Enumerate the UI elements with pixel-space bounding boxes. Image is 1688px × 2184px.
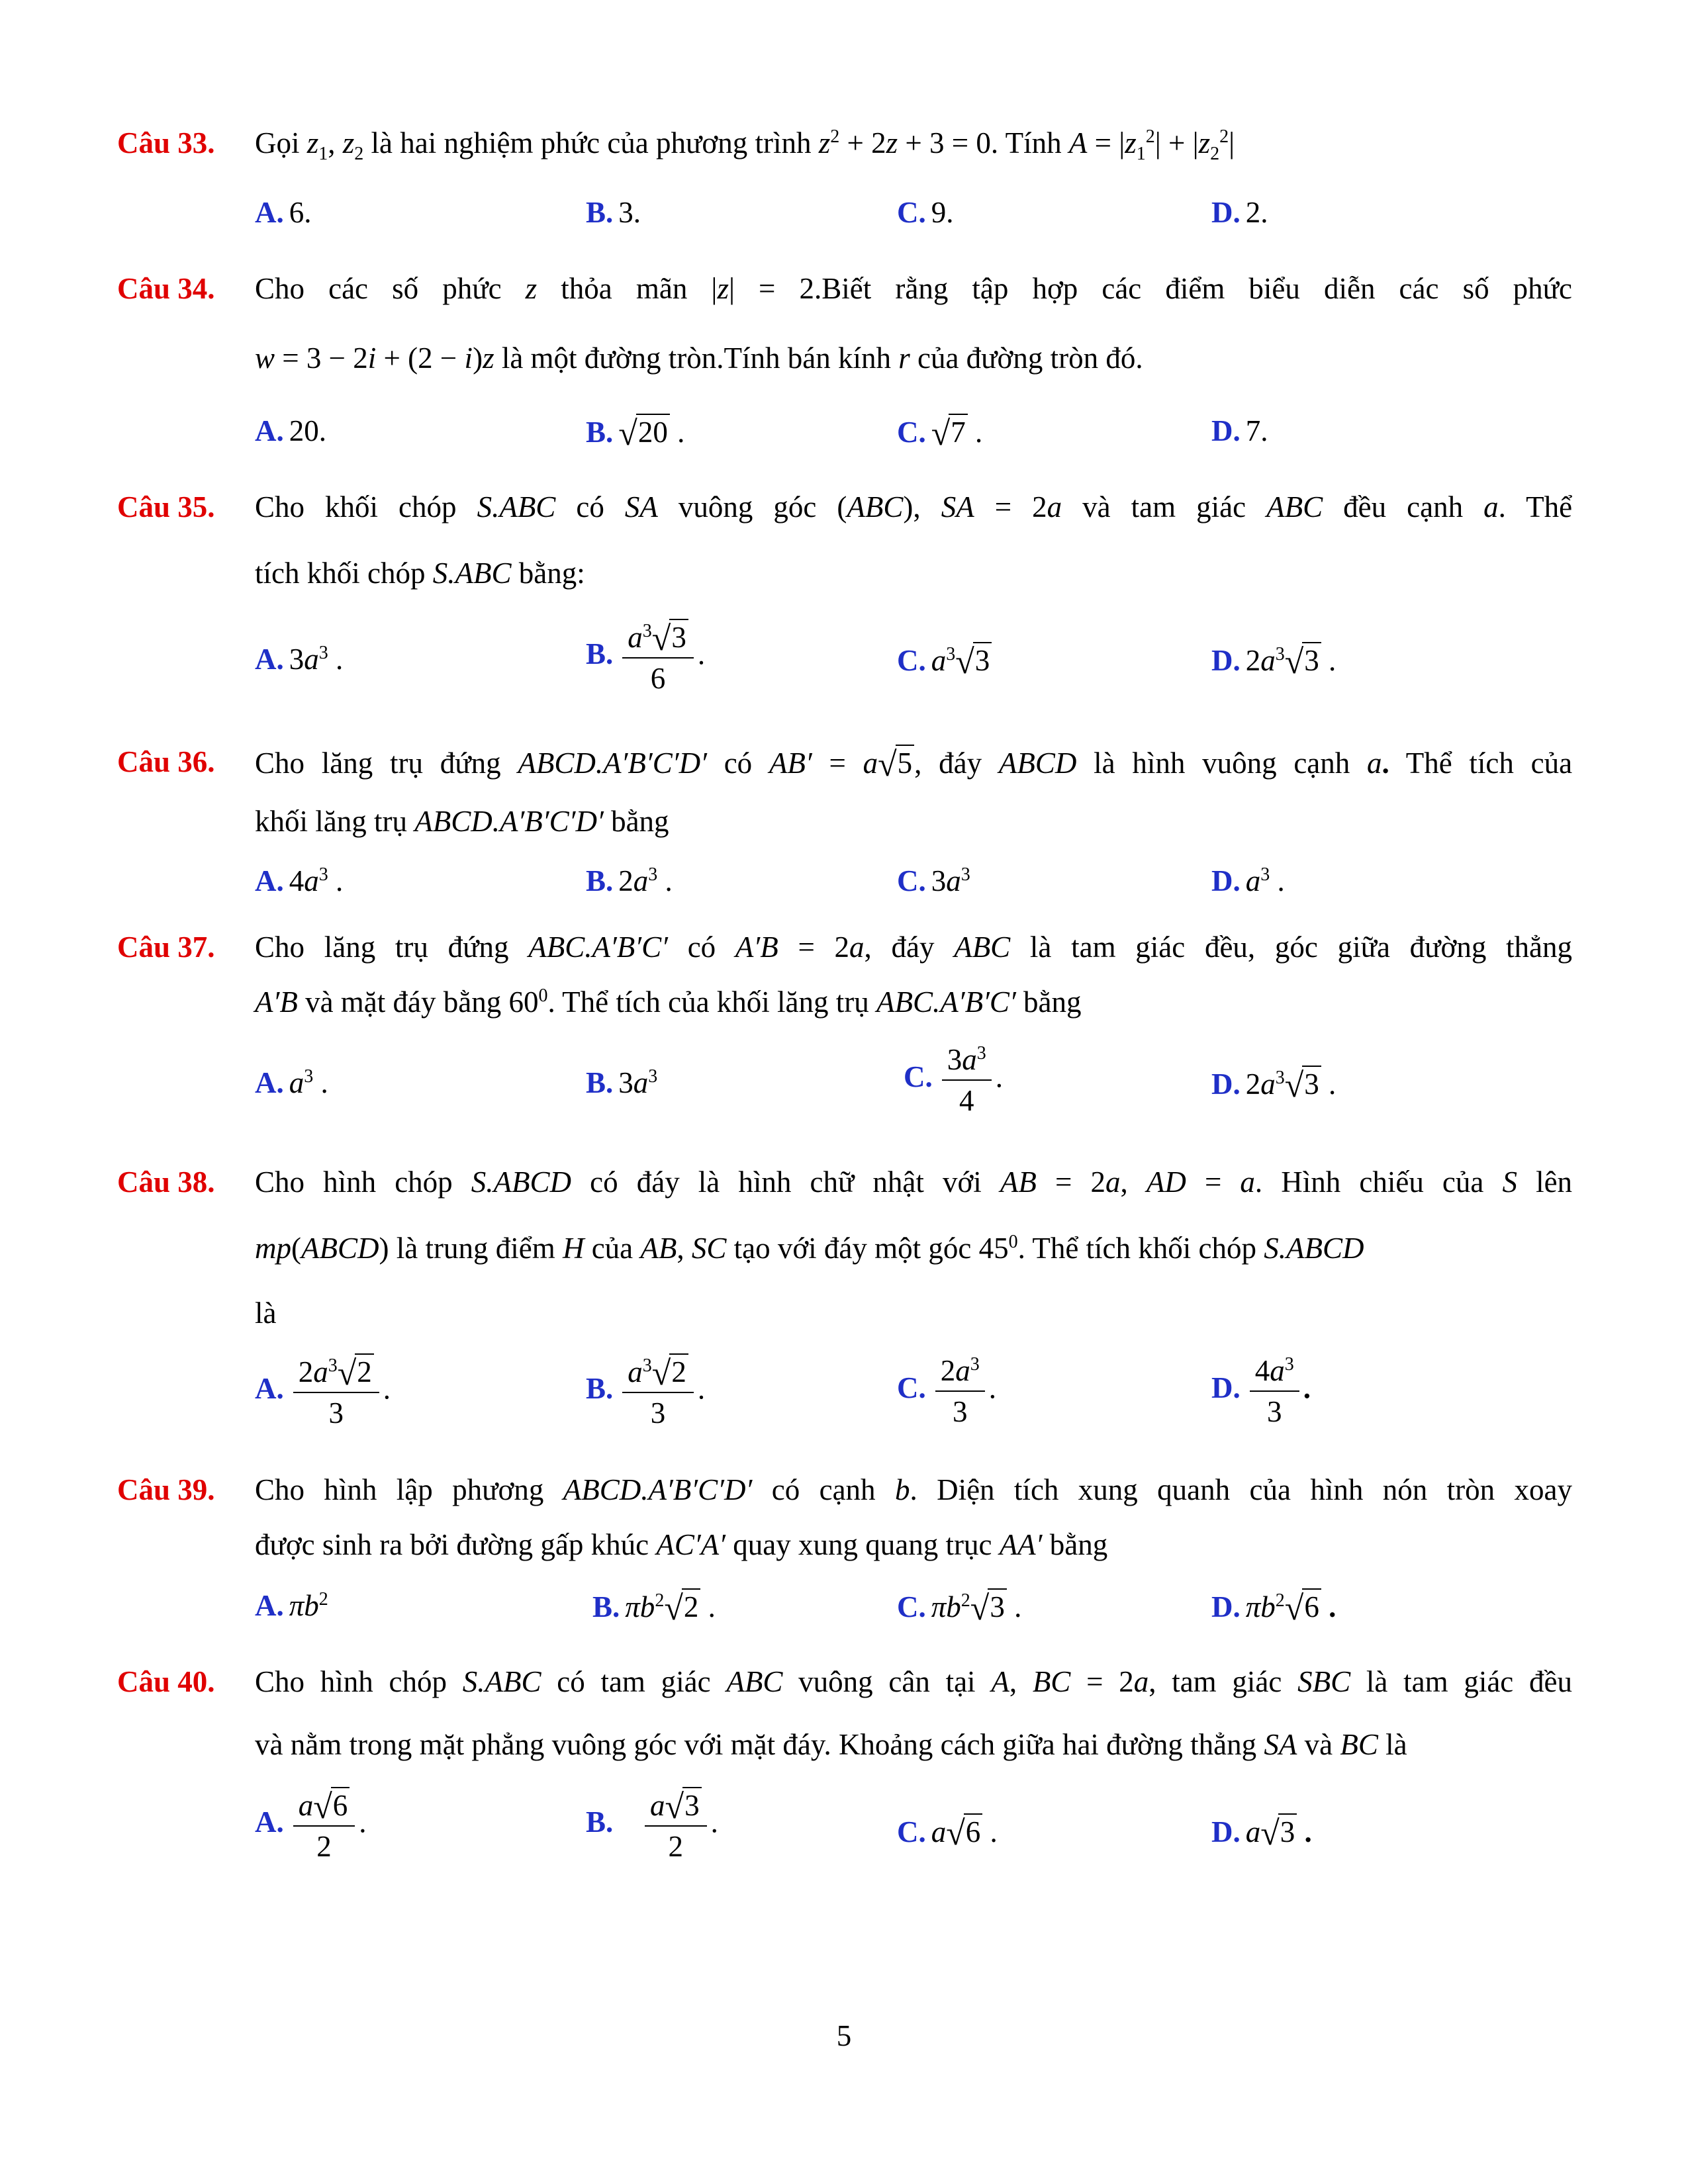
option-c: C. $\frac{3a^3}{4}$ . <box>904 1043 1003 1117</box>
option-b: B. $\frac{a^3√3}{6}$ . <box>586 620 706 695</box>
question-label: Câu 34. <box>117 272 215 305</box>
option-c: C. $\frac{2a^3}{3}$ . <box>897 1354 996 1428</box>
option-c: C. √7 . <box>897 415 983 453</box>
question-text-2: và nằm trong mặt phẳng vuông góc với mặt đáy. Khoảng cách giữa hai đường thẳng SA và BC là <box>255 1728 1407 1761</box>
option-d: D. 2. <box>1211 196 1268 229</box>
option-a: A. $\frac{a√6}{2}$ . <box>255 1788 367 1863</box>
question-text: Cho lăng trụ đứng ABC.A′B′C′ có A′B = 2a, đáy ABC là tam giác đều, góc giữa đường thẳng <box>255 931 1573 964</box>
option-c: C. $\pi b^2√3$ . <box>897 1590 1022 1627</box>
option-a: A. $\pi b^2$ <box>255 1589 328 1622</box>
option-a: A. 6. <box>255 196 312 229</box>
option-d: D. $2a^3√3$ . <box>1211 1067 1336 1105</box>
question-text: Cho hình chóp S.ABCD có đáy là hình chữ nhật với AB = 2a, AD = a. Hình chiếu của S lên <box>255 1165 1573 1199</box>
question-text-3: là <box>255 1297 277 1330</box>
option-d: D. $2a^3√3$ . <box>1211 643 1336 681</box>
question-text: Gọi $z_1$, $z_2$ là hai nghiệm phức của phương trình $z^2 + 2z + 3 = 0$. Tính $A = |z_1^2| + |z_2^2|$ <box>255 126 1235 164</box>
question-text-2: mp(ABCD) là trung điểm H của AB, SC tạo với đáy một góc $45^0$. Thể tích khối chóp S.ABCD <box>255 1232 1364 1265</box>
option-c: C. 9. <box>897 196 954 229</box>
question-text-2: được sinh ra bởi đường gấp khúc AC′A′ quay xung quang trục AA′ bằng <box>255 1528 1108 1561</box>
option-b: B. $\frac{a^3√2}{3}$ . <box>586 1355 706 1430</box>
question-text: Cho khối chóp S.ABC có SA vuông góc (ABC), SA = 2a và tam giác ABC đều cạnh a. Thể <box>255 490 1573 523</box>
question-label: Câu 36. <box>117 745 215 778</box>
option-b: B. $2a^3$ . <box>586 864 673 897</box>
question-label: Câu 35. <box>117 490 215 523</box>
option-a: A. $\frac{2a^3√2}{3}$ . <box>255 1355 391 1430</box>
question-label: Câu 37. <box>117 931 215 964</box>
option-a: A. $3a^3$ . <box>255 643 344 676</box>
option-b: B. √20 . <box>586 415 685 453</box>
option-d: D. $a^3$ . <box>1211 864 1285 897</box>
option-a: A. 20. <box>255 414 326 447</box>
question-label: Câu 38. <box>117 1165 215 1199</box>
question-text-2: tích khối chóp S.ABC bằng: <box>255 557 585 590</box>
option-b: B. $3a^3$ <box>586 1066 658 1099</box>
question-label: Câu 33. <box>117 126 215 159</box>
option-d: D. $\pi b^2√6$ . <box>1211 1590 1336 1627</box>
question-text-2: A′B và mặt đáy bằng $60^0$. Thể tích của khối lăng trụ ABC.A′B′C′ bằng <box>255 985 1082 1019</box>
option-b: B. 3. <box>586 196 641 229</box>
option-a: A. $4a^3$ . <box>255 864 344 897</box>
question-text-2: khối lăng trụ ABCD.A′B′C′D′ bằng <box>255 805 669 838</box>
option-b: B. $\frac{a√3}{2}$ . <box>586 1788 718 1863</box>
option-d: D. a√3 . <box>1211 1815 1312 1852</box>
question-text: Cho lăng trụ đứng ABCD.A′B′C′D′ có AB′ = a√5, đáy ABCD là hình vuông cạnh a. Thể tích của <box>255 746 1573 784</box>
question-text: Cho hình lập phương ABCD.A′B′C′D′ có cạnh b. Diện tích xung quanh của hình nón tròn xoay <box>255 1473 1573 1506</box>
option-d: D. $\frac{4a^3}{3}$ . <box>1211 1354 1311 1428</box>
question-text: Cho các số phức z thỏa mãn |z| = 2.Biết rằng tập hợp các điểm biểu diễn các số phức <box>255 272 1573 305</box>
option-c: C. a√6 . <box>897 1815 998 1852</box>
option-c: C. $a^3√3$ <box>897 642 992 678</box>
question-text-2: w = 3 − 2i + (2 − i)z là một đường tròn.Tính bán kính r của đường tròn đó. <box>255 341 1143 375</box>
option-a: A. $a^3$ . <box>255 1066 328 1099</box>
option-d: D. 7. <box>1211 414 1268 447</box>
page-number: 5 <box>836 2019 852 2052</box>
question-text: Cho hình chóp S.ABC có tam giác ABC vuông cân tại A, BC = 2a, tam giác SBC là tam giác đều <box>255 1665 1573 1698</box>
question-label: Câu 40. <box>117 1665 215 1698</box>
question-label: Câu 39. <box>117 1473 215 1506</box>
option-b: B. $\pi b^2√2$ . <box>592 1590 716 1627</box>
option-c: C. $3a^3$ <box>897 864 970 897</box>
